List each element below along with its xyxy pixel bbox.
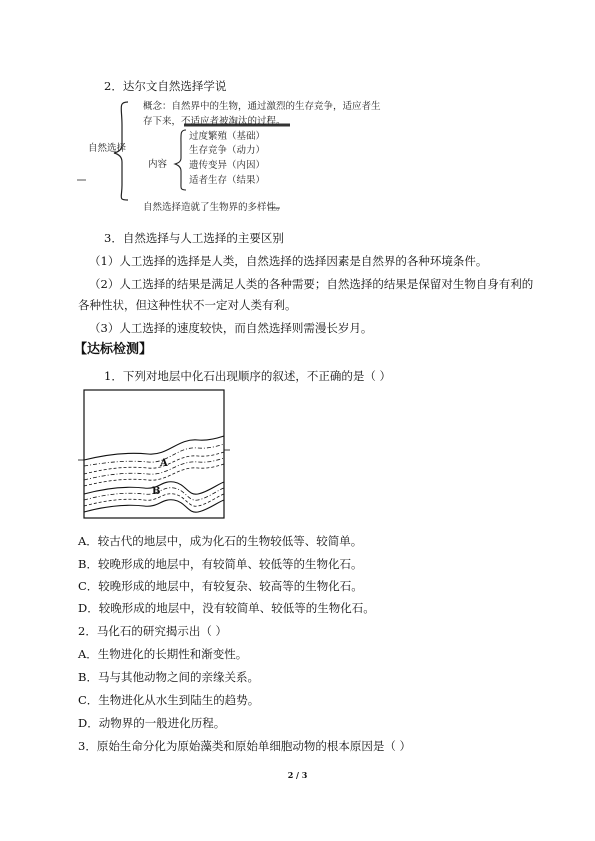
question-1-option-b: B．较晚形成的地层中，有较简单、较低等的生物化石。 [78, 557, 363, 571]
section-3-paragraph-2b: 各种性状，但这种性状不一定对人类有利。 [78, 298, 297, 312]
diagram-concept-line2: 存下来，不适应者被淘汰的过程。 [143, 116, 286, 127]
question-1-stem: 1．下列对地层中化石出现顺序的叙述，不正确的是（ ） [104, 369, 391, 383]
diagram-concept-line1: 概念：自然界中的生物，通过激烈的生存竞争，适应者生 [143, 101, 381, 112]
strata-label-b: B [152, 486, 161, 497]
section-heading: 【达标检测】 [74, 342, 153, 357]
question-3-stem: 3．原始生命分化为原始藻类和原始单细胞动物的根本原因是（ ） [78, 739, 411, 753]
diagram-content-item: 过度繁殖（基础） [189, 131, 266, 142]
strata-label-a: A [160, 458, 168, 469]
question-1-option-c: C．较晚形成的地层中，有较复杂、较高等的生物化石。 [78, 579, 363, 593]
question-1-option-d: D．较晚形成的地层中，没有较简单、较低等的生物化石。 [78, 601, 375, 615]
question-2-option-c: C．生物进化从水生到陆生的趋势。 [78, 693, 260, 707]
question-2-stem: 2．马化石的研究揭示出（ ） [78, 624, 227, 638]
section-3-paragraph-3: （3）人工选择的速度较快，而自然选择则需漫长岁月。 [89, 321, 373, 335]
section-3-paragraph-2a: （2）人工选择的结果是满足人类的各种需要；自然选择的结果是保留对生物自身有利的 [89, 277, 534, 291]
section-3-paragraph-1: （1）人工选择的选择是人类，自然选择的选择因素是自然界的各种环境条件。 [89, 254, 488, 268]
diagram-root-label: 自然选择 [88, 143, 127, 154]
question-2-option-a: A．生物进化的长期性和渐变性。 [78, 647, 248, 661]
page-number: 2 / 3 [287, 770, 308, 780]
diagram-content-label: 内容 [148, 159, 168, 170]
diagram-content-item: 生存竞争（动力） [189, 145, 266, 156]
diagram-result: 自然选择造就了生物界的多样性。 [143, 202, 286, 213]
section-2-title: 2．达尔文自然选择学说 [104, 79, 227, 93]
strata-diagram [78, 388, 238, 520]
strata-figure [78, 388, 238, 520]
section-3-title: 3．自然选择与人工选择的主要区别 [104, 231, 284, 245]
question-2-option-d: D．动物界的一般进化历程。 [78, 716, 226, 730]
diagram-content-item: 遗传变异（内因） [189, 160, 266, 171]
diagram-content-item: 适者生存（结果） [189, 175, 266, 186]
question-2-option-b: B．马与其他动物之间的亲缘关系。 [78, 670, 259, 684]
question-1-option-a: A．较古代的地层中，成为化石的生物较低等、较简单。 [78, 534, 363, 548]
